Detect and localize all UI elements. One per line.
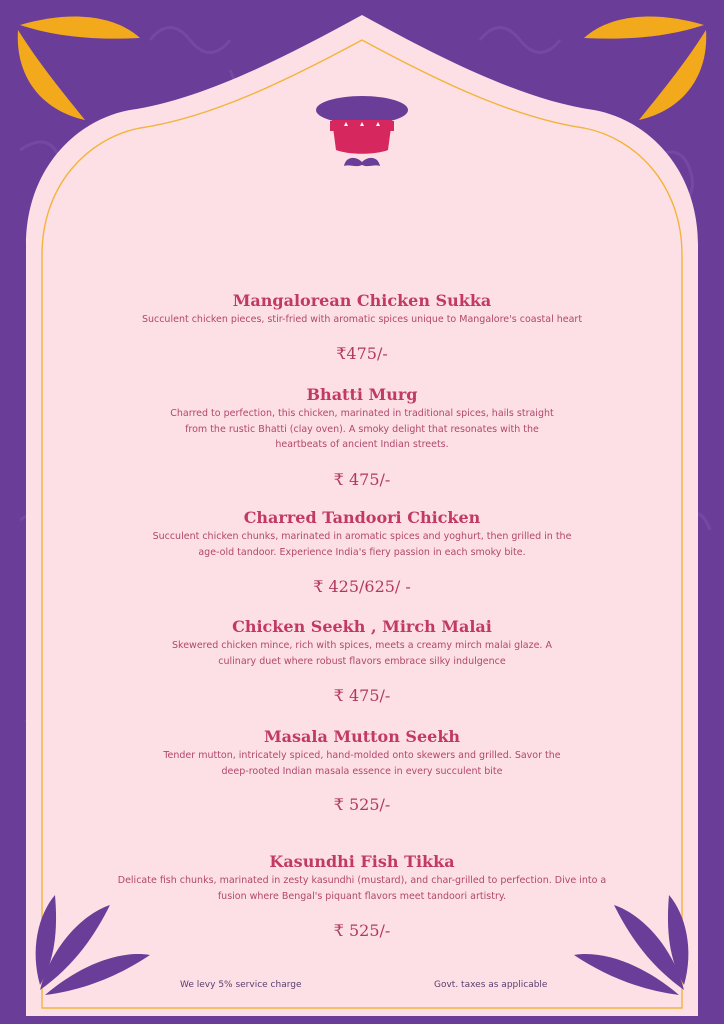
- dish-description: Delicate fish chunks, marinated in zesty kasundhi (mustard), and char-grilled to perfection. Dive into a fusion where Bengal's piquant flavors meet tandoori artistry.: [117, 875, 607, 902]
- menu-item: [0, 727, 724, 779]
- dish-price: ₹ 475/-: [333, 470, 391, 489]
- dish-price: ₹475/-: [336, 344, 388, 363]
- taxes-note: Govt. taxes as applicable: [434, 980, 548, 990]
- dish-price: ₹ 425/625/ -: [313, 577, 411, 596]
- menu-item: [0, 617, 724, 669]
- dish-price: ₹ 525/-: [333, 795, 391, 814]
- menu-item: [0, 508, 724, 560]
- dish-name: Chicken Seekh , Mirch Malai: [232, 617, 492, 636]
- dish-name: Mangalorean Chicken Sukka: [232, 291, 492, 310]
- dish-description: Succulent chicken pieces, stir-fried with aromatic spices unique to Mangalore's coastal heart: [141, 314, 583, 325]
- menu-item: [0, 852, 724, 904]
- dish-price: ₹ 475/-: [333, 686, 391, 705]
- service-charge-note: We levy 5% service charge: [180, 980, 302, 990]
- dish-name: Charred Tandoori Chicken: [243, 508, 481, 527]
- menu-item: [0, 385, 724, 453]
- dish-description: Skewered chicken mince, rich with spices, meets a creamy mirch malai glaze. A culinary duet where robust flavors embrace silky indulgence: [172, 640, 552, 667]
- dish-name: Masala Mutton Seekh: [263, 727, 461, 746]
- dish-description: Charred to perfection, this chicken, marinated in traditional spices, hails straight from the rustic Bhatti (clay oven). A smoky delight that resonates with the heartbeats of ancient Indian streets.: [170, 408, 554, 450]
- dish-description: Tender mutton, intricately spiced, hand-molded onto skewers and grilled. Savor the deep-rooted Indian masala essence in every succulent bite: [163, 750, 561, 777]
- dish-price: ₹ 525/-: [333, 921, 391, 940]
- menu-item: [0, 291, 724, 328]
- dish-name: Bhatti Murg: [306, 385, 418, 404]
- dish-name: Kasundhi Fish Tikka: [269, 852, 455, 871]
- dish-description: Succulent chicken chunks, marinated in aromatic spices and yoghurt, then grilled in the age-old tandoor. Experience India's fiery passion in each smoky bite.: [152, 531, 572, 558]
